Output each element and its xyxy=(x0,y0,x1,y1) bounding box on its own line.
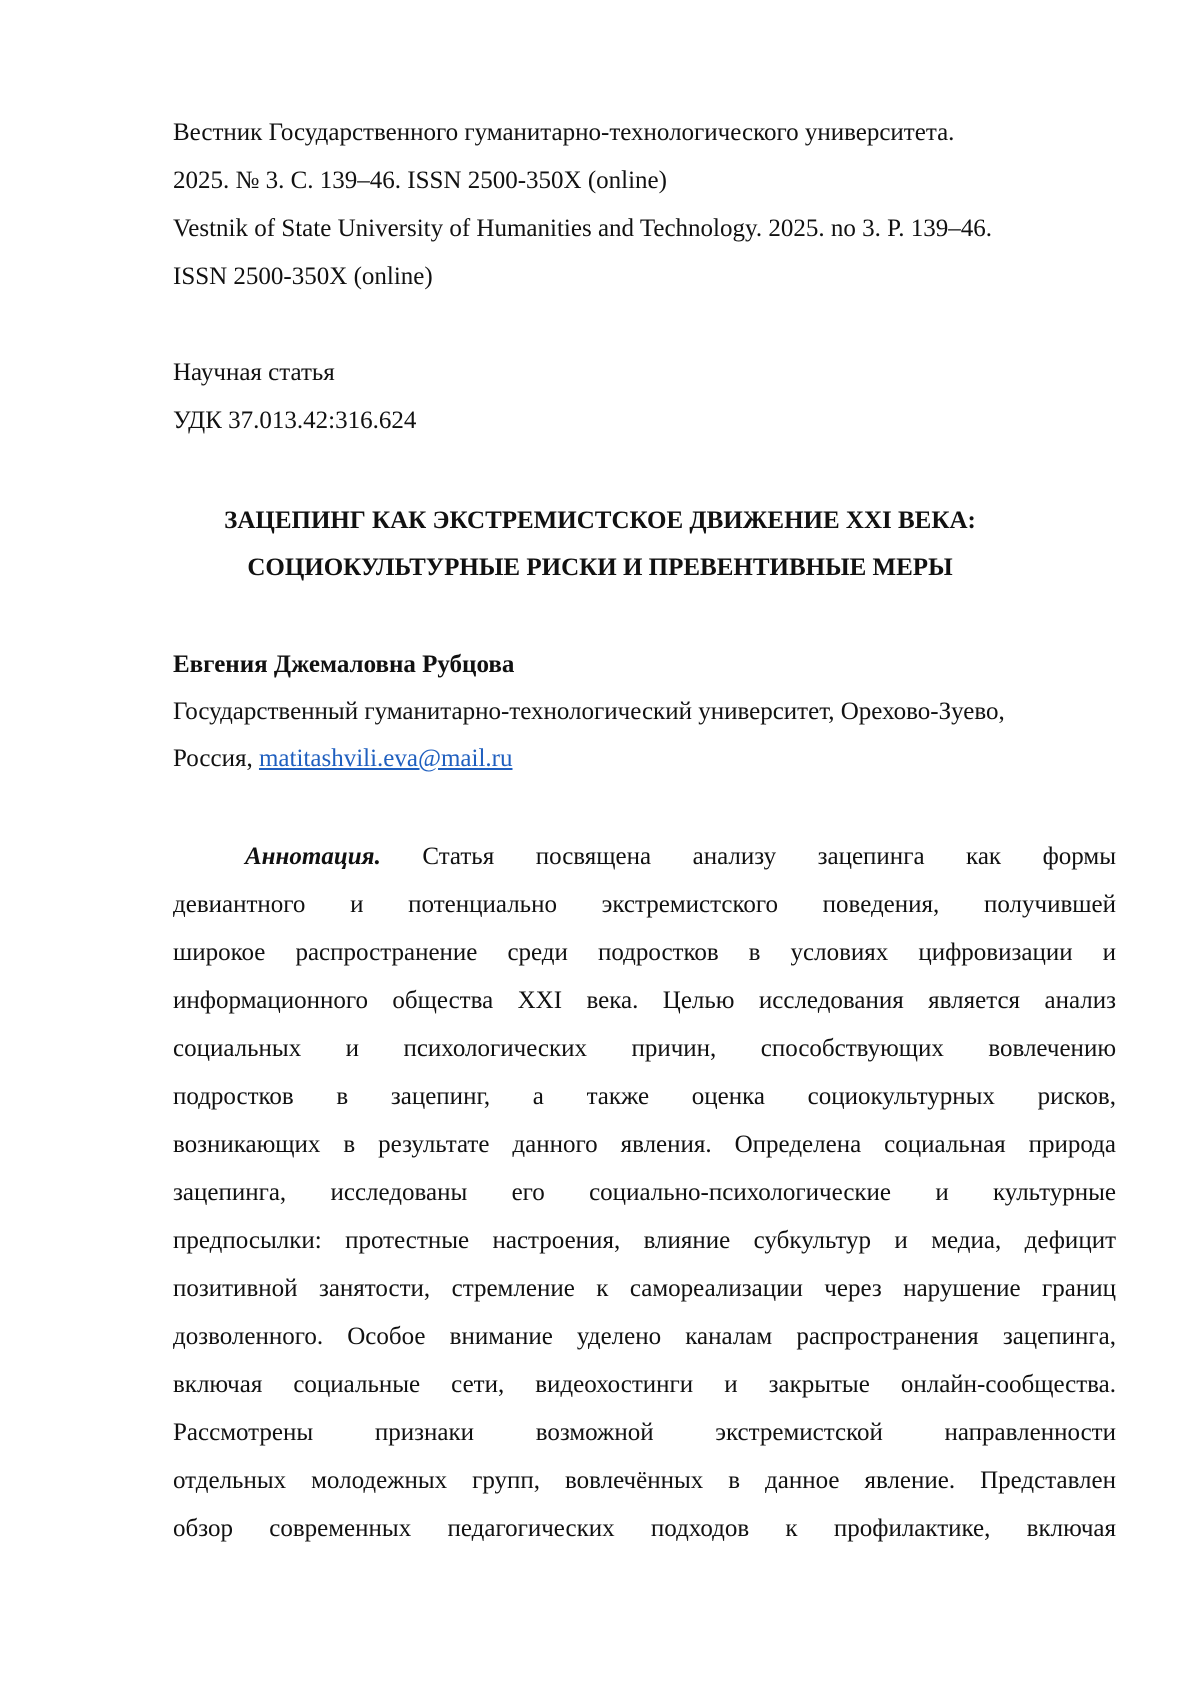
abstract-line: включая социальные сети, видеохостинги и закрытые онлайн-сообщества. xyxy=(173,1370,1116,1400)
abstract-first-line xyxy=(245,842,1116,872)
author-email-link[interactable]: matitashvili.eva@mail.ru xyxy=(259,745,513,772)
abstract-line: социальных и психологических причин, способствующих вовлечению xyxy=(173,1034,1116,1064)
journal-citation-ru-line1: Вестник Государственного гуманитарно-технологического университета. xyxy=(173,118,954,148)
abstract-label: Аннотация. xyxy=(245,843,381,870)
abstract-line: Рассмотрены признаки возможной экстремистской направленности xyxy=(173,1418,1116,1448)
article-title-line2: СОЦИОКУЛЬТУРНЫЕ РИСКИ И ПРЕВЕНТИВНЫЕ МЕРЫ xyxy=(0,553,1200,583)
abstract-line: широкое распространение среди подростков в условиях цифровизации и xyxy=(173,938,1116,968)
abstract-line: возникающих в результате данного явления. Определена социальная природа xyxy=(173,1130,1116,1160)
article-type: Научная статья xyxy=(173,358,335,388)
journal-citation-ru-line2: 2025. № 3. С. 139–46. ISSN 2500-350X (online) xyxy=(173,166,667,196)
article-page xyxy=(0,0,1200,1697)
abstract-line: зацепинга, исследованы его социально-психологические и культурные xyxy=(173,1178,1116,1208)
article-title-line1: ЗАЦЕПИНГ КАК ЭКСТРЕМИСТСКОЕ ДВИЖЕНИЕ XXI ВЕКА: xyxy=(0,506,1200,536)
abstract-line: предпосылки: протестные настроения, влияние субкультур и медиа, дефицит xyxy=(173,1226,1116,1256)
journal-citation-en-line2: ISSN 2500-350X (online) xyxy=(173,262,433,292)
author-affiliation-country xyxy=(173,744,513,774)
abstract-line: позитивной занятости, стремление к самореализации через нарушение границ xyxy=(173,1274,1116,1304)
abstract-line: обзор современных педагогических подходов к профилактике, включая xyxy=(173,1514,1116,1544)
journal-citation-en-line1: Vestnik of State University of Humanities and Technology. 2025. no 3. P. 139–46. xyxy=(173,214,992,244)
author-affiliation: Государственный гуманитарно-технологический университет, Орехово-Зуево, xyxy=(173,697,1005,727)
abstract-line: девиантного и потенциально экстремистского поведения, получившей xyxy=(173,890,1116,920)
udk-code: УДК 37.013.42:316.624 xyxy=(173,406,416,436)
abstract-line: информационного общества XXI века. Целью исследования является анализ xyxy=(173,986,1116,1016)
abstract-line: отдельных молодежных групп, вовлечённых в данное явление. Представлен xyxy=(173,1466,1116,1496)
author-name: Евгения Джемаловна Рубцова xyxy=(173,650,514,680)
affiliation-country-text: Россия, xyxy=(173,745,259,772)
abstract-line: дозволенного. Особое внимание уделено каналам распространения зацепинга, xyxy=(173,1322,1116,1352)
abstract-line: подростков в зацепинг, а также оценка социокультурных рисков, xyxy=(173,1082,1116,1112)
abstract-first-line-text: Статья посвящена анализу зацепинга как формы xyxy=(422,843,1116,870)
